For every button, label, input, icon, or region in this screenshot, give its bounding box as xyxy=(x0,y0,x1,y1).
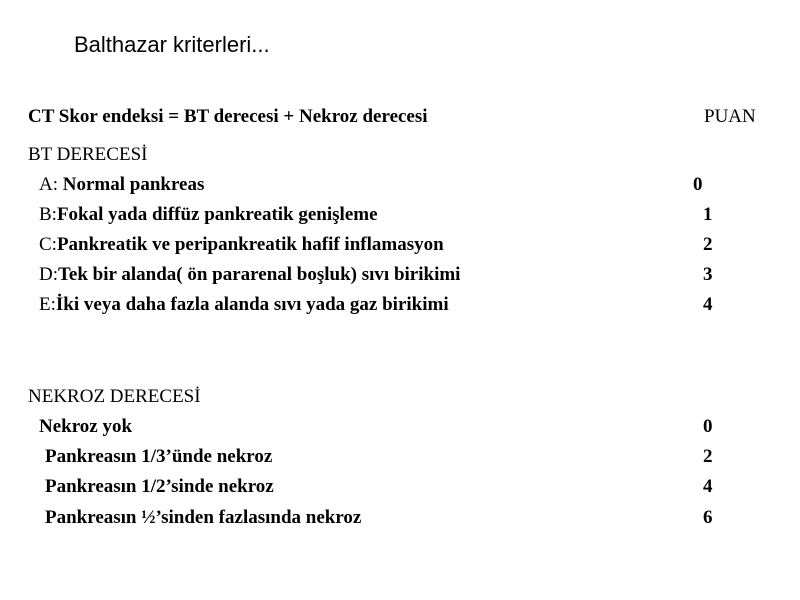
bt-row-d xyxy=(39,262,460,288)
bt-row-score: 0 xyxy=(693,174,703,195)
bt-row-score: 3 xyxy=(703,264,713,285)
necrosis-row-text: Pankreasın 1/2’sinde nekroz xyxy=(45,476,274,497)
bt-row-text: Normal pankreas xyxy=(62,174,205,195)
bt-row-score: 1 xyxy=(703,204,713,225)
necrosis-row-text: Pankreasın ½’sinden fazlasında nekroz xyxy=(45,507,362,528)
necrosis-row-text: Pankreasın 1/3’ünde nekroz xyxy=(45,446,273,467)
bt-row-b xyxy=(39,202,378,228)
bt-row-e xyxy=(39,292,449,318)
bt-row-letter: C: xyxy=(39,234,57,255)
score-formula: CT Skor endeksi = BT derecesi + Nekroz derecesi xyxy=(28,106,428,127)
necrosis-grade-heading: NEKROZ DERECESİ xyxy=(28,386,201,407)
necrosis-row-score: 2 xyxy=(703,446,713,467)
bt-row-score: 2 xyxy=(703,234,713,255)
bt-row-text: Tek bir alanda( ön pararenal boşluk) sıvı birikimi xyxy=(58,264,461,285)
bt-row-a xyxy=(39,172,204,198)
bt-grade-heading: BT DERECESİ xyxy=(28,144,148,165)
bt-row-text: Fokal yada diffüz pankreatik genişleme xyxy=(56,204,378,225)
bt-row-c xyxy=(39,232,444,258)
bt-row-letter: E: xyxy=(39,294,56,315)
necrosis-row-score: 6 xyxy=(703,507,713,528)
necrosis-row-score: 4 xyxy=(703,476,713,497)
bt-row-score: 4 xyxy=(703,294,713,315)
bt-row-text: Pankreatik ve peripankreatik hafif inflamasyon xyxy=(56,234,444,255)
necrosis-row-score: 0 xyxy=(703,416,713,437)
points-column-header: PUAN xyxy=(704,106,756,127)
bt-row-letter: A: xyxy=(39,174,63,195)
necrosis-row-text: Nekroz yok xyxy=(39,416,133,437)
slide-title: Balthazar kriterleri... xyxy=(74,32,270,57)
bt-row-text: İki veya daha fazla alanda sıvı yada gaz birikimi xyxy=(55,294,449,315)
bt-row-letter: D: xyxy=(39,264,58,285)
bt-row-letter: B: xyxy=(39,204,57,225)
